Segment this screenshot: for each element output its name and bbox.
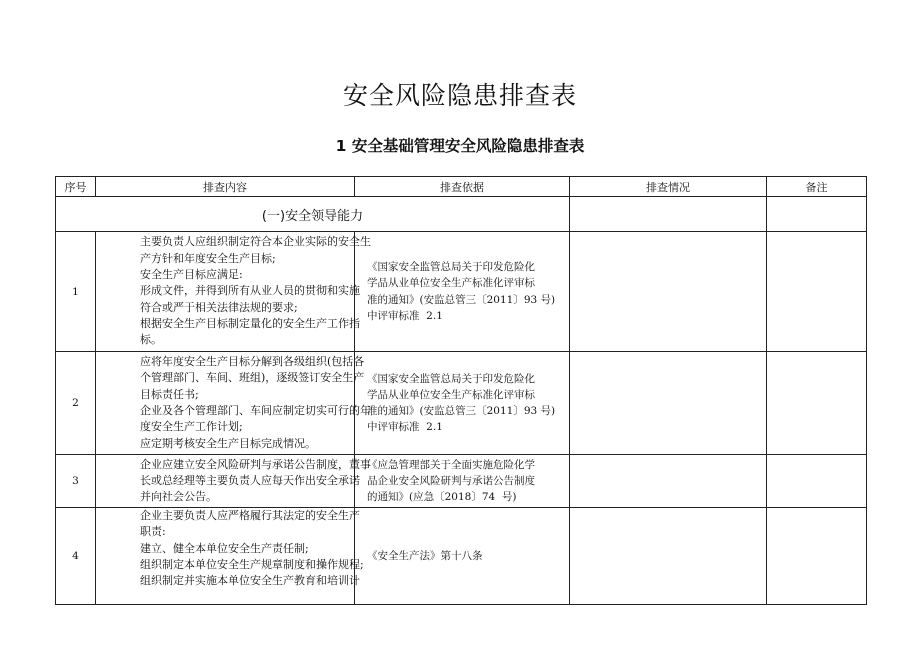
content-line: 组织制定并实施本单位安全生产教育和培训计	[140, 574, 360, 588]
content-line: 根据安全生产目标制定量化的安全生产工作指	[140, 316, 360, 330]
header-basis: 排查依据	[355, 177, 570, 197]
row-number: 2	[56, 352, 96, 455]
content-line: 主要负责人应组织制定符合本企业实际的安全生	[140, 235, 371, 249]
header-no: 序号	[56, 177, 96, 197]
basis-line: 准的通知》(安监总管三〔2011〕93 号)	[367, 293, 556, 306]
section-remark-cell	[767, 197, 867, 232]
table-row	[56, 508, 867, 605]
content-line: 企业主要负责人应严格履行其法定的安全生产	[140, 509, 360, 522]
checklist-table	[55, 176, 867, 605]
row-basis	[355, 352, 570, 455]
row-status[interactable]	[570, 232, 767, 352]
basis-line: 的通知》(应急〔2018〕74 号)	[367, 491, 517, 504]
section-status-cell	[570, 197, 767, 232]
row-number: 3	[56, 455, 96, 508]
basis-line: 《国家安全监管总局关于印发危险化	[367, 261, 535, 274]
content-line: 个管理部门、车间、班组)，逐级签订安全生产	[140, 371, 365, 385]
row-remark[interactable]	[767, 352, 867, 455]
table-title: 1 安全基础管理安全风险隐患排查表	[335, 137, 585, 155]
row-number: 1	[56, 232, 96, 352]
basis-line: 准的通知》(安监总管三〔2011〕93 号)	[367, 405, 556, 417]
content-line: 应定期考核安全生产目标完成情况。	[140, 436, 316, 450]
content-line: 组织制定本单位安全生产规章制度和操作规程;	[140, 557, 364, 571]
row-remark[interactable]	[767, 455, 867, 508]
basis-line: 中评审标准 2.1	[367, 309, 443, 322]
table-row	[56, 455, 867, 508]
basis-line: 学品从业单位安全生产标准化评审标	[367, 388, 535, 401]
section-label: (一)安全领导能力	[56, 197, 570, 232]
basis-line: 《安全生产法》第十八条	[367, 549, 483, 562]
header-content: 排查内容	[96, 177, 355, 197]
row-basis	[355, 455, 570, 508]
content-line: 并向社会公告。	[140, 490, 217, 504]
content-line: 安全生产目标应满足:	[140, 268, 243, 282]
basis-line: 学品从业单位安全生产标准化评审标	[367, 277, 535, 290]
row-content	[96, 232, 371, 352]
table-header-row	[56, 177, 867, 197]
content-line: 职责:	[140, 525, 166, 539]
row-remark[interactable]	[767, 232, 867, 352]
row-content	[96, 455, 371, 508]
row-content	[96, 508, 364, 605]
content-line: 形成文件，并得到所有从业人员的贯彻和实施	[140, 284, 360, 298]
basis-line: 《国家安全监管总局关于印发危险化	[367, 372, 535, 385]
section-row	[56, 197, 867, 232]
row-status[interactable]	[570, 455, 767, 508]
content-line: 标。	[140, 333, 162, 347]
table-row	[56, 352, 867, 455]
content-line: 企业应建立安全风险研判与承诺公告制度，董事	[140, 457, 371, 471]
row-basis	[355, 232, 570, 352]
content-line: 度安全生产工作计划;	[140, 420, 243, 434]
content-line: 长或总经理等主要负责人应每天作出安全承诺	[140, 473, 360, 487]
row-status[interactable]	[570, 508, 767, 605]
row-remark[interactable]	[767, 508, 867, 605]
content-line: 目标责任书;	[140, 387, 199, 401]
basis-line: 《应急管理部关于全面实施危险化学	[367, 458, 535, 471]
header-remark: 备注	[767, 177, 867, 197]
row-status[interactable]	[570, 352, 767, 455]
basis-line: 品企业安全风险研判与承诺公告制度	[367, 474, 535, 487]
basis-line: 中评审标准 2.1	[367, 421, 443, 434]
row-content	[96, 352, 371, 455]
content-line: 符合或严于相关法律法规的要求;	[140, 300, 298, 314]
content-line: 企业及各个管理部门、车间应制定切实可行的年	[140, 404, 371, 417]
content-line: 产方针和年度安全生产目标;	[140, 251, 276, 265]
content-line: 应将年度安全生产目标分解到各级组织(包括各	[140, 355, 365, 369]
row-number: 4	[56, 508, 96, 605]
content-line: 建立、健全本单位安全生产责任制;	[140, 541, 309, 555]
document-title: 安全风险隐患排查表	[342, 81, 577, 110]
row-basis	[355, 508, 570, 605]
header-status: 排查情况	[570, 177, 767, 197]
table-row	[56, 232, 867, 352]
